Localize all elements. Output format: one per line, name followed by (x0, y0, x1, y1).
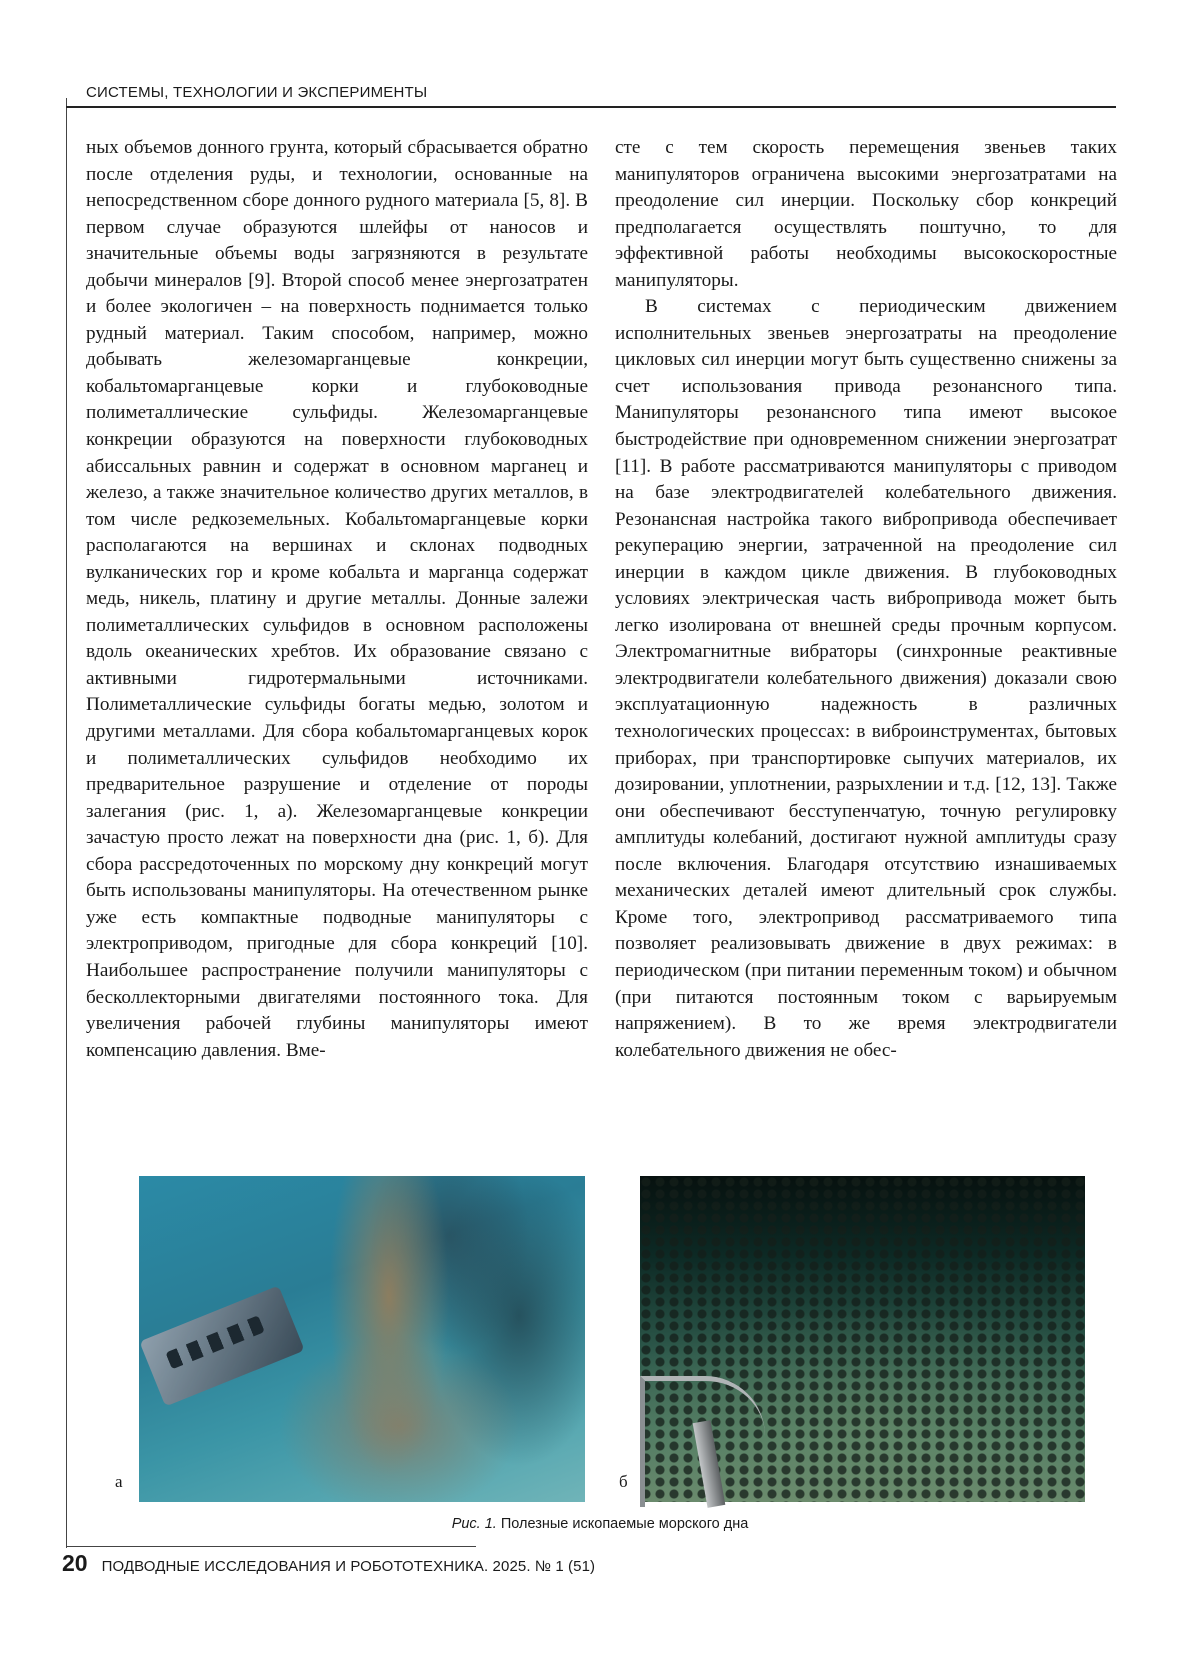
left-margin-rule (66, 98, 67, 1548)
paragraph: сте с тем скорость перемещения звеньев таких манипуляторов ограничена высокими энергозатратами на преодоление сил инерции. Поскольку сбор конкреций предполагается осуществлять поштучно, то для эффективной работы необходимы высокоскоростные манипуляторы. (615, 135, 1117, 294)
page-number: 20 (62, 1550, 88, 1577)
caption-text: Полезные ископаемые морского дна (497, 1516, 748, 1532)
manipulator-claw-image (139, 1285, 304, 1406)
text-column-left (86, 135, 588, 1064)
manipulator-arm-image (640, 1376, 765, 1507)
figure-label-b: б (619, 1472, 628, 1492)
figure-photo-b-nodule-field (640, 1176, 1085, 1502)
header-rule (66, 106, 1116, 108)
figure-label-a: а (115, 1472, 123, 1492)
paragraph: ных объемов донного грунта, который сбрасывается обратно после отделения руды, и технологии, основанные на непосредственном сборе донного рудного материала [5, 8]. В первом случае образуются шлейфы от наносов и значительные объемы воды загрязняются в результате добычи минералов [9]. Второй способ менее энергозатратен и более экологичен – на поверхность поднимается только рудный материал. Таким способом, например, можно добывать железомарганцевые конкреции, кобальтомарганцевые корки и глубоководные полиметаллические сульфиды. Железомарганцевые конкреции образуются на поверхности глубоководных абиссальных равнин и содержат в основном марганец и железо, а также значительное количество других металлов, в том числе редкоземельных. Кобальтомарганцевые корки располагаются на вершинах и склонах подводных вулканических гор и кроме кобальта и марганца содержат медь, никель, платину и другие металлы. Донные залежи полиметаллических сульфидов в основном расположены вдоль океанических хребтов. Их образование связано с активными гидротермальными источниками. Полиметаллические сульфиды богаты медью, золотом и другими металлами. Для сбора кобальтомарганцевых корок и полиметаллических сульфидов необходимо их предварительное разрушение и отделение от породы залегания (рис. 1, а). Железомарганцевые конкреции зачастую просто лежат на поверхности дна (рис. 1, б). Для сбора рассредоточенных по морскому дну конкреций могут быть использованы манипуляторы. На отечественном рынке уже есть компактные подводные манипуляторы с электроприводом, пригодные для сбора конкреций [10]. Наибольшее распространение получили манипуляторы с бесколлекторными двигателями постоянного тока. Для увеличения рабочей глубины манипуляторы имеют компенсацию давления. Вме- (86, 135, 588, 1064)
caption-label: Рис. 1. (452, 1516, 497, 1532)
figure-photo-a-sulfide-chimney (139, 1176, 585, 1502)
figure-caption (0, 1516, 1200, 1532)
journal-title: ПОДВОДНЫЕ ИССЛЕДОВАНИЯ И РОБОТОТЕХНИКА. 2025. № 1 (51) (102, 1558, 596, 1575)
footer-rule (66, 1546, 476, 1547)
running-header: СИСТЕМЫ, ТЕХНОЛОГИИ И ЭКСПЕРИМЕНТЫ (86, 84, 1116, 101)
paragraph: В системах с периодическим движением исполнительных звеньев энергозатраты на преодоление цикловых сил инерции могут быть существенно снижены за счет использования привода резонансного типа. Манипуляторы резонансного типа имеют высокое быстродействие при одновременном снижении энергозатрат [11]. В работе рассматриваются манипуляторы с приводом на базе электродвигателей колебательного движения. Резонансная настройка такого вибропривода обеспечивает рекуперацию энергии, затраченной на преодоление сил инерции в каждом цикле движения. В глубоководных условиях электрическая часть вибропривода может быть легко изолирована от внешней среды прочным корпусом. Электромагнитные вибраторы (синхронные реактивные электродвигатели колебательного движения) доказали свою эксплуатационную надежность в различных технологических процессах: в виброинструментах, бытовых приборах, при транспортировке сыпучих материалов, их дозировании, уплотнении, разрыхлении и т.д. [12, 13]. Также они обеспечивают бесступенчатую, точную регулировку амплитуды колебаний, достигают нужной амплитуды сразу после включения. Благодаря отсутствию изнашиваемых механических деталей имеют длительный срок службы. Кроме того, электропривод рассматриваемого типа позволяет реализовывать движение в двух режимах: в периодическом (при питании переменным током) и обычном (при питаются постоянным током с варьируемым напряжением). В то же время электродвигатели колебательного движения не обес- (615, 294, 1117, 1064)
page-footer (62, 1550, 595, 1577)
text-column-right (615, 135, 1117, 1064)
